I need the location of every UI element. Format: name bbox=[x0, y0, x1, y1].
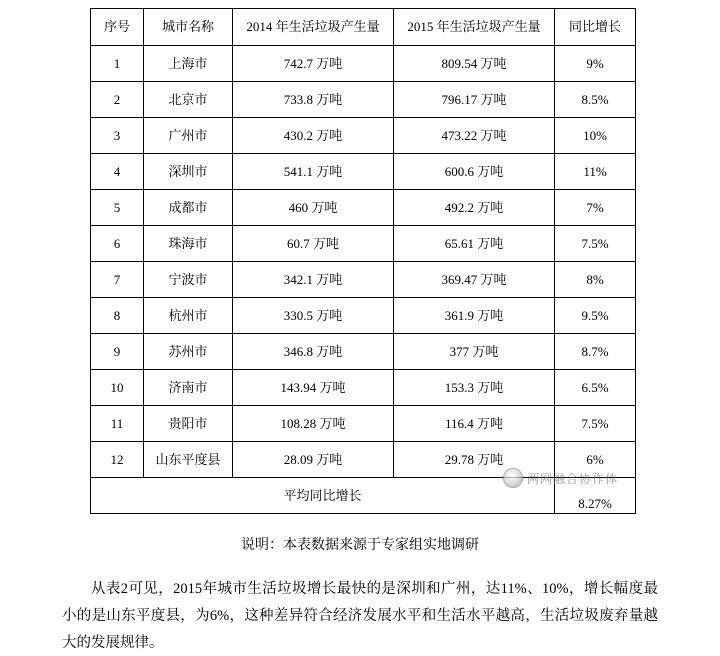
cell-index: 9 bbox=[91, 334, 144, 370]
average-label: 平均同比增长 bbox=[91, 478, 555, 514]
header-index: 序号 bbox=[91, 9, 144, 46]
cell-2014: 143.94 万吨 bbox=[233, 370, 394, 406]
cell-2014: 330.5 万吨 bbox=[233, 298, 394, 334]
header-growth: 同比增长 bbox=[555, 9, 636, 46]
cell-index: 7 bbox=[91, 262, 144, 298]
cell-city: 杭州市 bbox=[144, 298, 233, 334]
table-row bbox=[91, 262, 636, 298]
cell-2014: 28.09 万吨 bbox=[233, 442, 394, 478]
cell-2015: 600.6 万吨 bbox=[394, 154, 555, 190]
cell-index: 10 bbox=[91, 370, 144, 406]
cell-2014: 60.7 万吨 bbox=[233, 226, 394, 262]
cell-2015: 29.78 万吨 bbox=[394, 442, 555, 478]
cell-2015: 809.54 万吨 bbox=[394, 46, 555, 82]
cell-2015: 369.47 万吨 bbox=[394, 262, 555, 298]
cell-index: 8 bbox=[91, 298, 144, 334]
cell-index: 1 bbox=[91, 46, 144, 82]
cell-growth: 7.5% bbox=[555, 406, 636, 442]
cell-city: 宁波市 bbox=[144, 262, 233, 298]
cell-2015: 377 万吨 bbox=[394, 334, 555, 370]
cell-growth: 6.5% bbox=[555, 370, 636, 406]
cell-2015: 492.2 万吨 bbox=[394, 190, 555, 226]
cell-2014: 430.2 万吨 bbox=[233, 118, 394, 154]
cell-2014: 342.1 万吨 bbox=[233, 262, 394, 298]
cell-2014: 460 万吨 bbox=[233, 190, 394, 226]
cell-index: 6 bbox=[91, 226, 144, 262]
average-value-cell bbox=[555, 478, 636, 514]
table-row bbox=[91, 370, 636, 406]
cell-growth: 8% bbox=[555, 262, 636, 298]
header-2014: 2014 年生活垃圾产生量 bbox=[233, 9, 394, 46]
cell-index: 4 bbox=[91, 154, 144, 190]
body-paragraph: 从表2可见，2015年城市生活垃圾增长最快的是深圳和广州，达11%、10%，增长幅度最小的是山东平度县，为6%，这种差异符合经济发展水平和生活水平越高，生活垃圾废弃量越大的发展规律。 bbox=[62, 581, 658, 651]
cell-city: 山东平度县 bbox=[144, 442, 233, 478]
cell-index: 5 bbox=[91, 190, 144, 226]
cell-2014: 541.1 万吨 bbox=[233, 154, 394, 190]
cell-growth: 6% bbox=[555, 442, 636, 478]
table-row bbox=[91, 118, 636, 154]
average-value: 8.27% bbox=[578, 495, 612, 511]
table-row bbox=[91, 154, 636, 190]
cell-city: 苏州市 bbox=[144, 334, 233, 370]
watermark-text: 两网融合协作体 bbox=[527, 471, 619, 486]
cell-index: 11 bbox=[91, 406, 144, 442]
cell-2015: 116.4 万吨 bbox=[394, 406, 555, 442]
cell-2014: 108.28 万吨 bbox=[233, 406, 394, 442]
cell-index: 3 bbox=[91, 118, 144, 154]
table-body bbox=[91, 46, 636, 514]
table-row bbox=[91, 190, 636, 226]
table-row bbox=[91, 406, 636, 442]
cell-city: 成都市 bbox=[144, 190, 233, 226]
cell-2015: 153.3 万吨 bbox=[394, 370, 555, 406]
cell-2015: 796.17 万吨 bbox=[394, 82, 555, 118]
table-row bbox=[91, 82, 636, 118]
cell-city: 济南市 bbox=[144, 370, 233, 406]
cell-2015: 361.9 万吨 bbox=[394, 298, 555, 334]
cell-2015: 65.61 万吨 bbox=[394, 226, 555, 262]
cell-city: 贵阳市 bbox=[144, 406, 233, 442]
cell-city: 上海市 bbox=[144, 46, 233, 82]
table-row bbox=[91, 298, 636, 334]
waste-statistics-table bbox=[90, 8, 636, 514]
cell-city: 深圳市 bbox=[144, 154, 233, 190]
table-header bbox=[91, 9, 636, 46]
table-row bbox=[91, 226, 636, 262]
cell-2014: 346.8 万吨 bbox=[233, 334, 394, 370]
table-header-row bbox=[91, 9, 636, 46]
header-city: 城市名称 bbox=[144, 9, 233, 46]
cell-city: 珠海市 bbox=[144, 226, 233, 262]
cell-growth: 7.5% bbox=[555, 226, 636, 262]
cell-index: 2 bbox=[91, 82, 144, 118]
table-row bbox=[91, 442, 636, 478]
header-2015: 2015 年生活垃圾产生量 bbox=[394, 9, 555, 46]
cell-city: 北京市 bbox=[144, 82, 233, 118]
cell-index: 12 bbox=[91, 442, 144, 478]
table-row bbox=[91, 334, 636, 370]
cell-2015: 473.22 万吨 bbox=[394, 118, 555, 154]
cell-growth: 9.5% bbox=[555, 298, 636, 334]
cell-growth: 11% bbox=[555, 154, 636, 190]
cell-city: 广州市 bbox=[144, 118, 233, 154]
cell-2014: 733.8 万吨 bbox=[233, 82, 394, 118]
table-note: 说明：本表数据来源于专家组实地调研 bbox=[241, 538, 479, 553]
table-average-row bbox=[91, 478, 636, 514]
cell-growth: 10% bbox=[555, 118, 636, 154]
table-row bbox=[91, 46, 636, 82]
cell-2014: 742.7 万吨 bbox=[233, 46, 394, 82]
cell-growth: 8.5% bbox=[555, 82, 636, 118]
cell-growth: 7% bbox=[555, 190, 636, 226]
cell-growth: 8.7% bbox=[555, 334, 636, 370]
cell-growth: 9% bbox=[555, 46, 636, 82]
